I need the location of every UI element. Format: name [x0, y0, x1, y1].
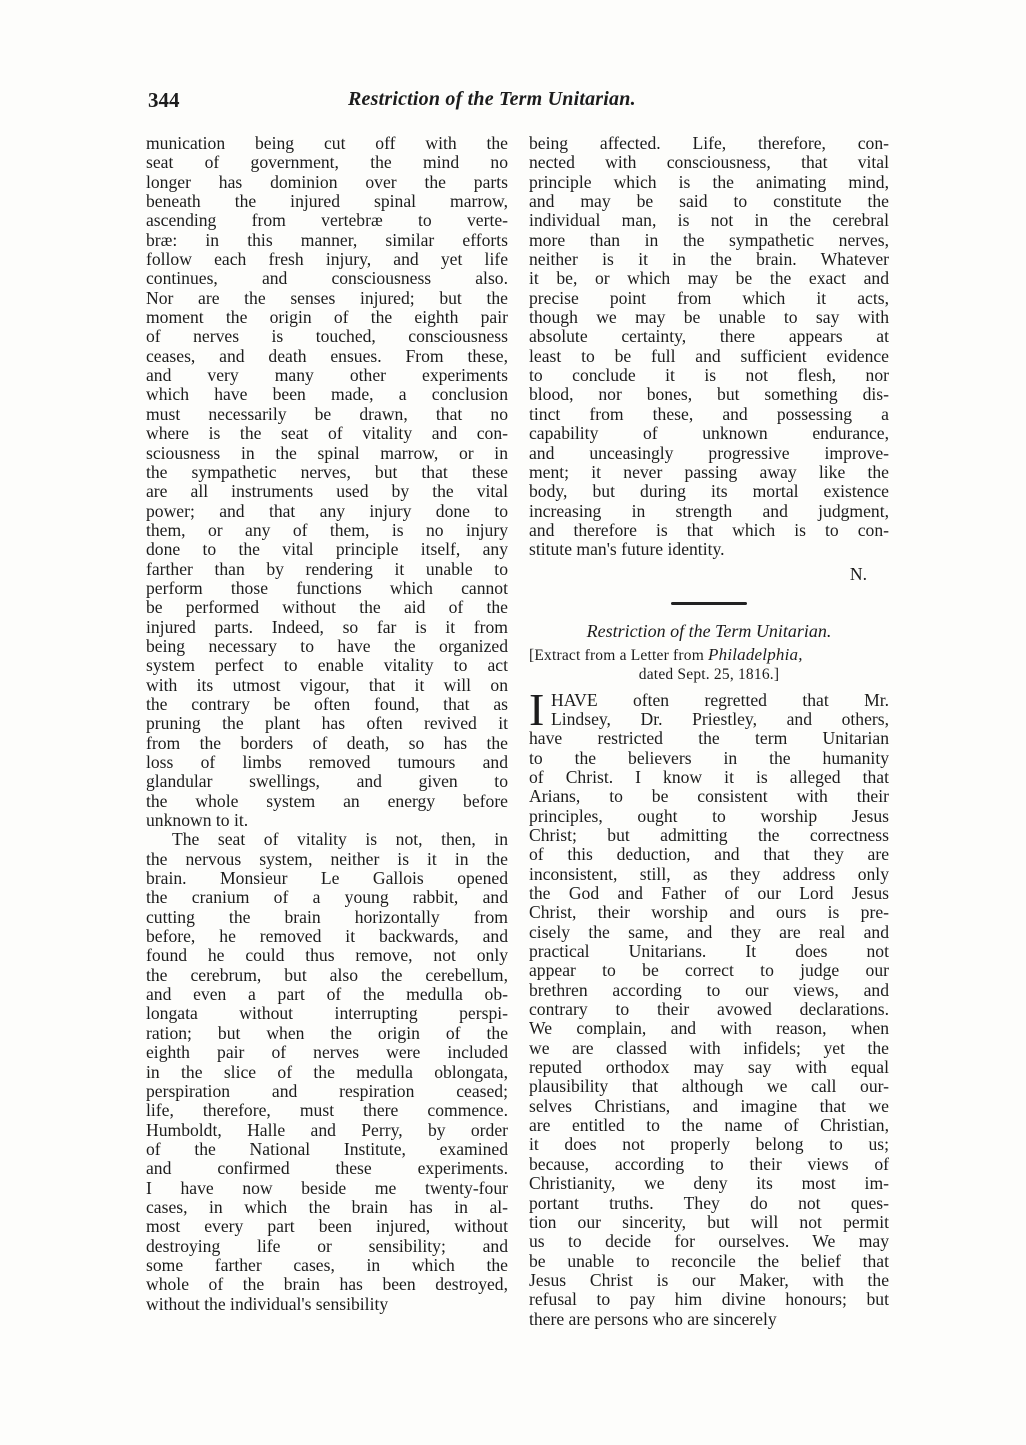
text-line: follow each fresh injury, and yet life: [146, 250, 508, 270]
text-line: system perfect to enable vitality to act: [146, 656, 508, 676]
text-line: tion our sincerity, but will not permit: [529, 1212, 889, 1232]
drop-cap: I: [529, 683, 545, 735]
text-line: to conclude it is not flesh, nor: [529, 366, 889, 386]
text-line: the sympathetic nerves, but that these: [146, 462, 508, 482]
text-line: unknown to it.: [146, 811, 249, 831]
text-line: longer has dominion over the parts: [146, 172, 508, 192]
text-line: some farther cases, in which the: [146, 1255, 508, 1275]
text-line: principles, ought to worship Jesus: [529, 806, 889, 826]
text-line: glandular swellings, and given to: [146, 772, 508, 792]
article-text: [529, 691, 889, 1329]
text-line: cases, in which the brain has in al-: [146, 1197, 508, 1217]
text-line: loss of limbs removed tumours and: [146, 753, 508, 772]
text-line: stitute man's future identity.: [529, 540, 725, 560]
text-line: ration; but when the origin of the: [146, 1023, 508, 1043]
page-header: [148, 88, 888, 118]
text-line: have restricted the term Unitarian: [529, 729, 889, 749]
text-line: the contrary be often found, that as: [146, 694, 508, 714]
page-number: 344: [148, 88, 180, 112]
text-line: are all instruments used by the vital: [146, 482, 508, 502]
text-line: individual man, is not in the cerebral: [529, 211, 889, 231]
text-line: tinct from these, and possessing a: [529, 404, 889, 424]
text-line: reputed orthodox may say with equal: [529, 1058, 889, 1078]
text-line: being necessary to have the organized: [146, 636, 508, 656]
text-line: I have now beside me twenty-four: [146, 1178, 508, 1198]
text-line: the nervous system, neither is it in the: [146, 849, 508, 869]
text-line: of the National Institute, examined: [146, 1139, 508, 1159]
text-line: cutting the brain horizontally from: [146, 907, 508, 927]
text-line: seat of government, the mind no: [146, 153, 508, 173]
text-line: Jesus Christ is our Maker, with the: [529, 1270, 889, 1290]
text-line: beneath the injured spinal marrow,: [146, 192, 508, 212]
text-line: Christianity, we deny its most im-: [529, 1174, 889, 1194]
text-line: sciousness in the spinal marrow, or in: [146, 443, 508, 463]
text-line: the cerebrum, but also the cerebellum,: [146, 965, 508, 985]
text-line: Lindsey, Dr. Priestley, and others,: [551, 709, 889, 729]
text-line: done to the vital principle itself, any: [146, 540, 508, 560]
text-line: and unceasingly progressive improve-: [529, 443, 889, 463]
text-line: it be, or which may be the exact and: [529, 269, 889, 289]
running-title: Restriction of the Term Unitarian.: [348, 88, 636, 110]
text-line: though we may be unable to say with: [529, 308, 889, 328]
extract-note-line-1: [529, 645, 889, 665]
text-line: least to be full and sufficient evidence: [529, 346, 889, 366]
text-line: whole of the brain has been destroyed,: [146, 1275, 508, 1295]
text-line: life, therefore, must there commence.: [146, 1101, 508, 1121]
text-line: moment the origin of the eighth pair: [146, 308, 508, 328]
text-line: brethren according to our views, and: [529, 980, 889, 1000]
text-line: the cranium of a young rabbit, and: [146, 888, 508, 908]
text-line: munication being cut off with the: [146, 134, 508, 153]
section-divider: [671, 602, 747, 605]
text-line: increasing in strength and judgment,: [529, 501, 889, 521]
text-line: capability of unknown endurance,: [529, 424, 889, 444]
left-column-text: [146, 134, 508, 1314]
text-line: injured parts. Indeed, so far is it from: [146, 617, 508, 637]
text-line: it does not properly belong to us;: [529, 1135, 889, 1155]
text-line: nected with consciousness, that vital: [529, 153, 889, 173]
text-line: power; and that any injury done to: [146, 501, 508, 521]
text-line: bræ: in this manner, similar efforts: [146, 230, 508, 250]
text-line: continues, and consciousness also.: [146, 269, 508, 289]
text-line: appear to be correct to judge our: [529, 961, 889, 981]
text-line: farther than by rendering it unable to: [146, 559, 508, 579]
text-line: destroying life or sensibility; and: [146, 1236, 508, 1256]
text-line: be unable to reconcile the belief that: [529, 1251, 889, 1271]
text-line: body, but during its mortal existence: [529, 482, 889, 502]
text-line: must necessarily be drawn, that no: [146, 404, 508, 424]
text-line: principle which is the animating mind,: [529, 172, 889, 192]
text-line: before, he removed it backwards, and: [146, 927, 508, 947]
text-line: HAVE often regretted that Mr.: [551, 690, 889, 710]
text-line: found he could thus remove, not only: [146, 946, 508, 966]
text-line: portant truths. They do not ques-: [529, 1193, 889, 1213]
text-line: being affected. Life, therefore, con-: [529, 134, 889, 153]
text-line: longata without interrupting perspi-: [146, 1004, 508, 1024]
text-line: absolute certainty, there appears at: [529, 327, 889, 347]
text-line: blood, nor bones, but something dis-: [529, 385, 889, 405]
text-line: of Christ. I know it is alleged that: [529, 767, 889, 787]
text-line: cisely the same, and they are real and: [529, 922, 889, 942]
article-title: Restriction of the Term Unitarian.: [586, 620, 832, 641]
extract-note-line-2: dated Sept. 25, 1816.]: [638, 665, 780, 683]
text-line: the whole system an energy before: [146, 791, 508, 811]
text-line: and therefore is that which is to con-: [529, 520, 889, 540]
text-line: ceases, and death ensues. From these,: [146, 346, 508, 366]
text-line: more than in the sympathetic nerves,: [529, 230, 889, 250]
text-line: of this deduction, and that they are: [529, 845, 889, 865]
text-line: contrary to their avowed declarations.: [529, 1000, 889, 1020]
extract-prefix: [Extract from a Letter from: [529, 646, 709, 664]
text-line: plausibility that although we call our-: [529, 1077, 889, 1097]
text-line: from the borders of death, so has the: [146, 733, 508, 753]
text-line: where is the seat of vitality and con-: [146, 424, 508, 444]
text-line: We complain, and with reason, when: [529, 1019, 889, 1039]
text-line: precise point from which it acts,: [529, 288, 889, 308]
text-line: the God and Father of our Lord Jesus: [529, 884, 889, 903]
text-line: in the slice of the medulla oblongata,: [146, 1062, 508, 1082]
extract-place: Philadelphia,: [708, 644, 803, 664]
text-line: with its utmost vigour, that it will on: [146, 675, 508, 695]
text-line: and very many other experiments: [146, 366, 508, 386]
text-line: without the individual's sensibility: [146, 1294, 389, 1314]
text-line: The seat of vitality is not, then, in: [172, 830, 508, 850]
right-column: [529, 134, 889, 1329]
text-line: Nor are the senses injured; but the: [146, 288, 508, 308]
text-line: eighth pair of nerves were included: [146, 1043, 508, 1063]
text-line: because, according to their views of: [529, 1154, 889, 1174]
text-line: brain. Monsieur Le Gallois opened: [146, 869, 508, 889]
left-column: [146, 134, 508, 1314]
author-signature: N.: [849, 563, 867, 584]
text-line: ment; it never passing away like the: [529, 462, 889, 482]
article-body: [529, 683, 889, 1329]
text-line: Arians, to be consistent with their: [529, 787, 889, 807]
text-line: of nerves is touched, consciousness: [146, 327, 508, 347]
text-line: inconsistent, still, as they address only: [529, 864, 889, 884]
text-line: us to decide for ourselves. We may: [529, 1232, 889, 1252]
text-line: perspiration and respiration ceased;: [146, 1081, 508, 1101]
text-line: to the believers in the humanity: [529, 748, 889, 768]
text-line: Christ; but admitting the correctness: [529, 825, 889, 845]
text-line: selves Christians, and imagine that we: [529, 1096, 889, 1116]
text-line: most every part been injured, without: [146, 1217, 508, 1237]
text-line: be performed without the aid of the: [146, 598, 508, 618]
previous-article-conclusion: [529, 134, 889, 560]
text-line: perform those functions which cannot: [146, 578, 508, 598]
text-line: Christ, their worship and ours is pre-: [529, 903, 889, 923]
text-line: and even a part of the medulla ob-: [146, 985, 508, 1005]
text-line: are entitled to the name of Christian,: [529, 1116, 889, 1136]
text-line: refusal to pay him divine honours; but: [529, 1290, 889, 1310]
text-line: them, or any of them, is no injury: [146, 520, 508, 540]
text-line: which have been made, a conclusion: [146, 385, 508, 405]
text-line: neither is it in the brain. Whatever: [529, 250, 889, 270]
text-line: there are persons who are sincerely: [529, 1309, 777, 1329]
text-line: practical Unitarians. It does not: [529, 942, 889, 962]
text-line: and confirmed these experiments.: [146, 1159, 508, 1179]
text-line: pruning the plant has often revived it: [146, 714, 508, 734]
text-line: we are classed with infidels; yet the: [529, 1038, 889, 1058]
text-line: Humboldt, Halle and Perry, by order: [146, 1120, 508, 1140]
text-line: ascending from vertebræ to verte-: [146, 211, 508, 231]
text-line: and may be said to constitute the: [529, 192, 889, 212]
